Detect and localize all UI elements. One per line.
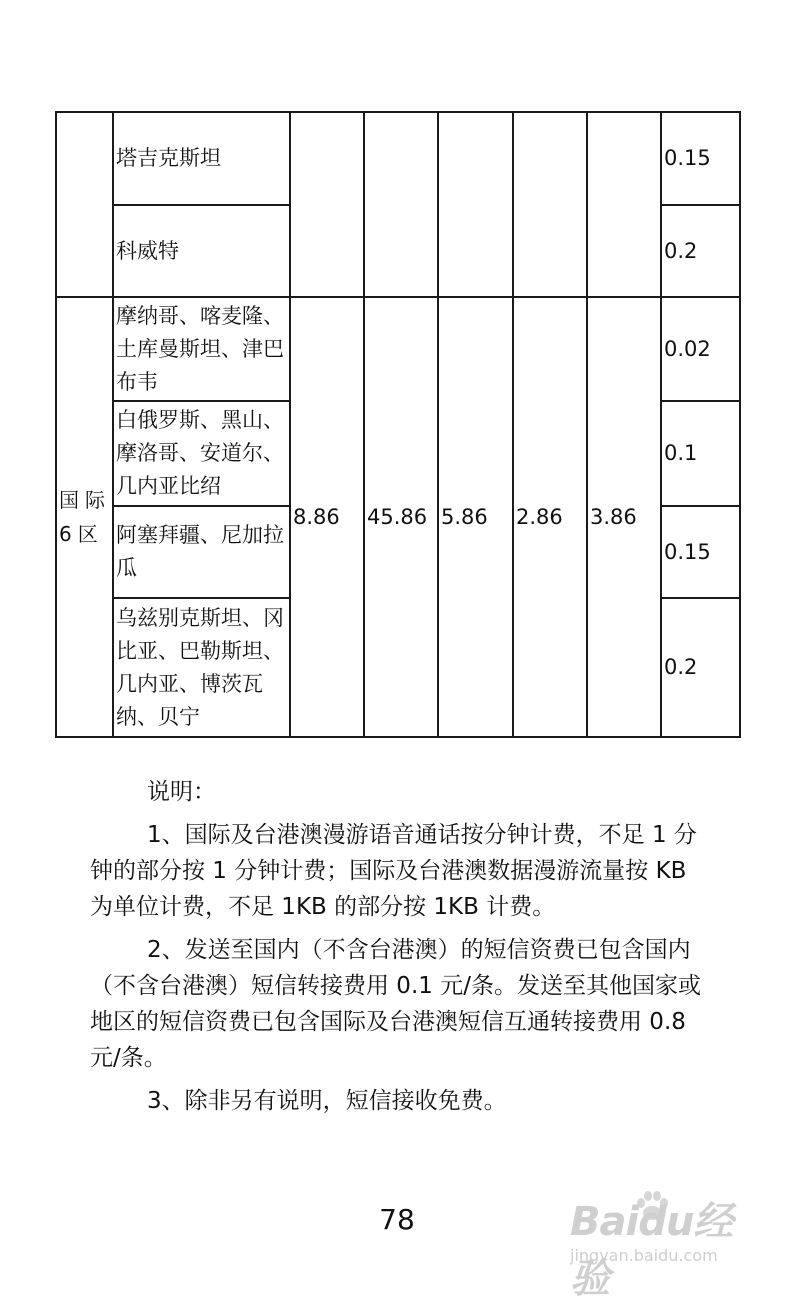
table-row [56,297,740,401]
data-rate-cell: 0.02 [661,297,740,401]
roaming-rate-table [55,111,741,738]
watermark-logo: Baidu经验 [570,1199,733,1302]
country-cell: 白俄罗斯、黑山、摩洛哥、安道尔、几内亚比绍 [113,401,290,506]
watermark-url: jingyan.baidu.com [570,1246,718,1265]
price-cell [513,112,587,297]
price-cell [290,112,364,297]
price-cell [438,112,513,297]
country-cell: 阿塞拜疆、尼加拉瓜 [113,506,290,598]
country-cell: 塔吉克斯坦 [113,112,290,205]
data-rate-cell: 0.2 [661,205,740,297]
table-row [56,112,740,205]
price-cell: 5.86 [438,297,513,737]
data-rate-cell: 0.2 [661,598,740,737]
note-item: 3、除非另有说明，短信接收免费。 [147,1088,507,1114]
price-cell: 8.86 [290,297,364,737]
price-cell [364,112,438,297]
data-rate-cell: 0.1 [661,401,740,506]
country-cell: 乌兹别克斯坦、冈比亚、巴勒斯坦、几内亚、博茨瓦纳、贝宁 [113,598,290,737]
price-cell [587,112,661,297]
price-cell: 45.86 [364,297,438,737]
price-cell: 2.86 [513,297,587,737]
data-rate-cell: 0.15 [661,112,740,205]
note-item: 1、国际及台港澳漫游语音通话按分钟计费，不足 1 分钟的部分按 1 分钟计费；国际及台港澳数据漫游流量按 KB 为单位计费，不足 1KB 的部分按 1KB 计费。 [90,822,697,920]
note-item: 2、发送至国内（不含台港澳）的短信资费已包含国内（不含台港澳）短信转接费用 0.1 元/条。发送至其他国家或地区的短信资费已包含国际及台港澳短信互通转接费用 0.8 元/条。 [90,937,701,1071]
notes-heading: 说明： [147,779,216,805]
page-number: 78 [379,1203,415,1236]
zone-cell: 国际6区 [56,297,113,737]
price-cell: 3.86 [587,297,661,737]
country-cell: 科威特 [113,205,290,297]
zone-cell-empty [56,112,113,297]
notes-section [90,774,715,1126]
baidu-jingyan-watermark [562,1186,752,1302]
country-cell: 摩纳哥、喀麦隆、土库曼斯坦、津巴布韦 [113,297,290,401]
data-rate-cell: 0.15 [661,506,740,598]
